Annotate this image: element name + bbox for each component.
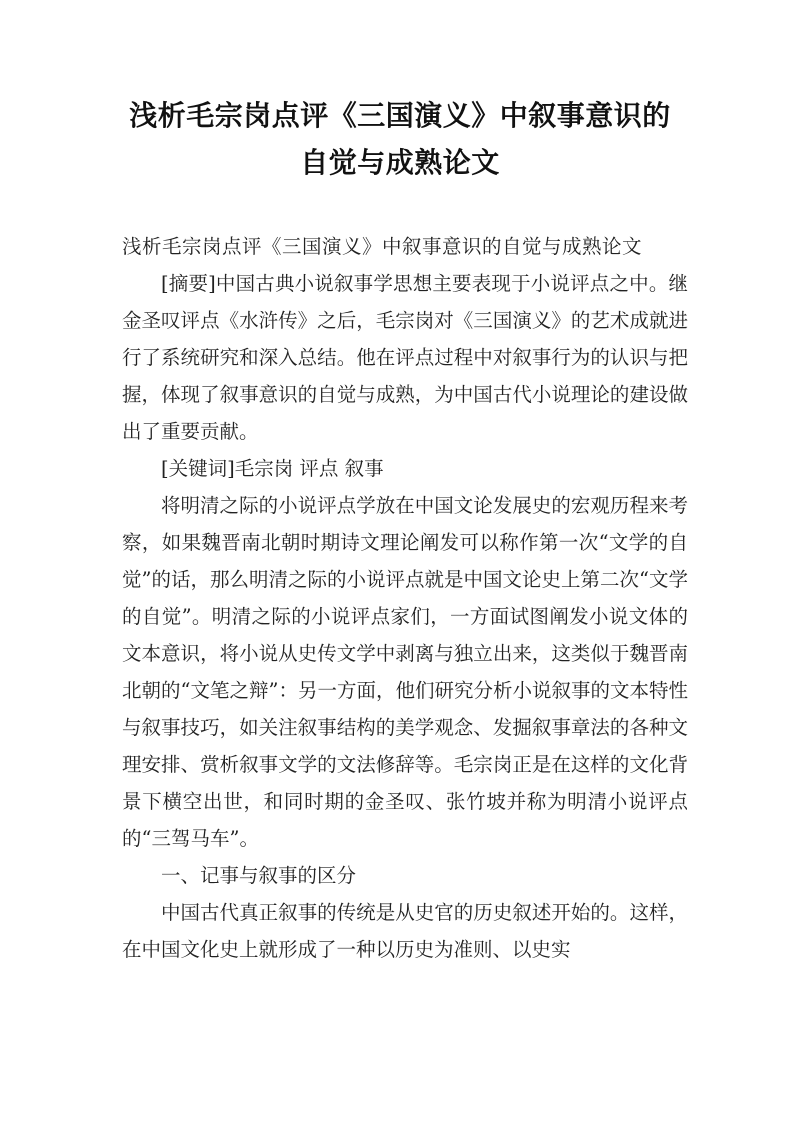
keywords-line: [关键词]毛宗岗 评点 叙事	[161, 457, 384, 480]
document-body	[122, 228, 688, 968]
document-subtitle: 浅析毛宗岗点评《三国演义》中叙事意识的自觉与成熟论文	[122, 235, 643, 258]
title-line-2: 自觉与成熟论文	[300, 146, 500, 179]
abstract-paragraph: [摘要]中国古典小说叙事学思想主要表现于小说评点之中。继金圣叹评点《水浒传》之后，毛宗岗对《三国演义》的艺术成就进行了系统研究和深入总结。他在评点过程中对叙事行为的认识与把握，体现了叙事意识的自觉与成熟，为中国古代小说理论的建设做出了重要贡献。	[122, 272, 688, 443]
body-paragraph: 中国古代真正叙事的传统是从史官的历史叙述开始的。这样，在中国文化史上就形成了一种以历史为准则、以史实	[122, 901, 688, 961]
section-heading: 一、记事与叙事的区分	[161, 864, 357, 887]
body-paragraph: 将明清之际的小说评点学放在中国文论发展史的宏观历程来考察，如果魏晋南北朝时期诗文理论阐发可以称作第一次“文学的自觉”的话，那么明清之际的小说评点就是中国文论史上第二次“文学的自觉”。明清之际的小说评点家们，一方面试图阐发小说文体的文本意识，将小说从史传文学中剥离与独立出来，这类似于魏晋南北朝的“文笔之辩”：另一方面，他们研究分析小说叙事的文本特性与叙事技巧，如关注叙事结构的美学观念、发掘叙事章法的各种文理安排、赏析叙事文学的文法修辞等。毛宗岗正是在这样的文化背景下横空出世，和同时期的金圣叹、张竹坡并称为明清小说评点的“三驾马车”。	[122, 494, 688, 850]
title-line-1: 浅析毛宗岗点评《三国演义》中叙事意识的	[129, 99, 671, 132]
document-title	[90, 92, 710, 186]
